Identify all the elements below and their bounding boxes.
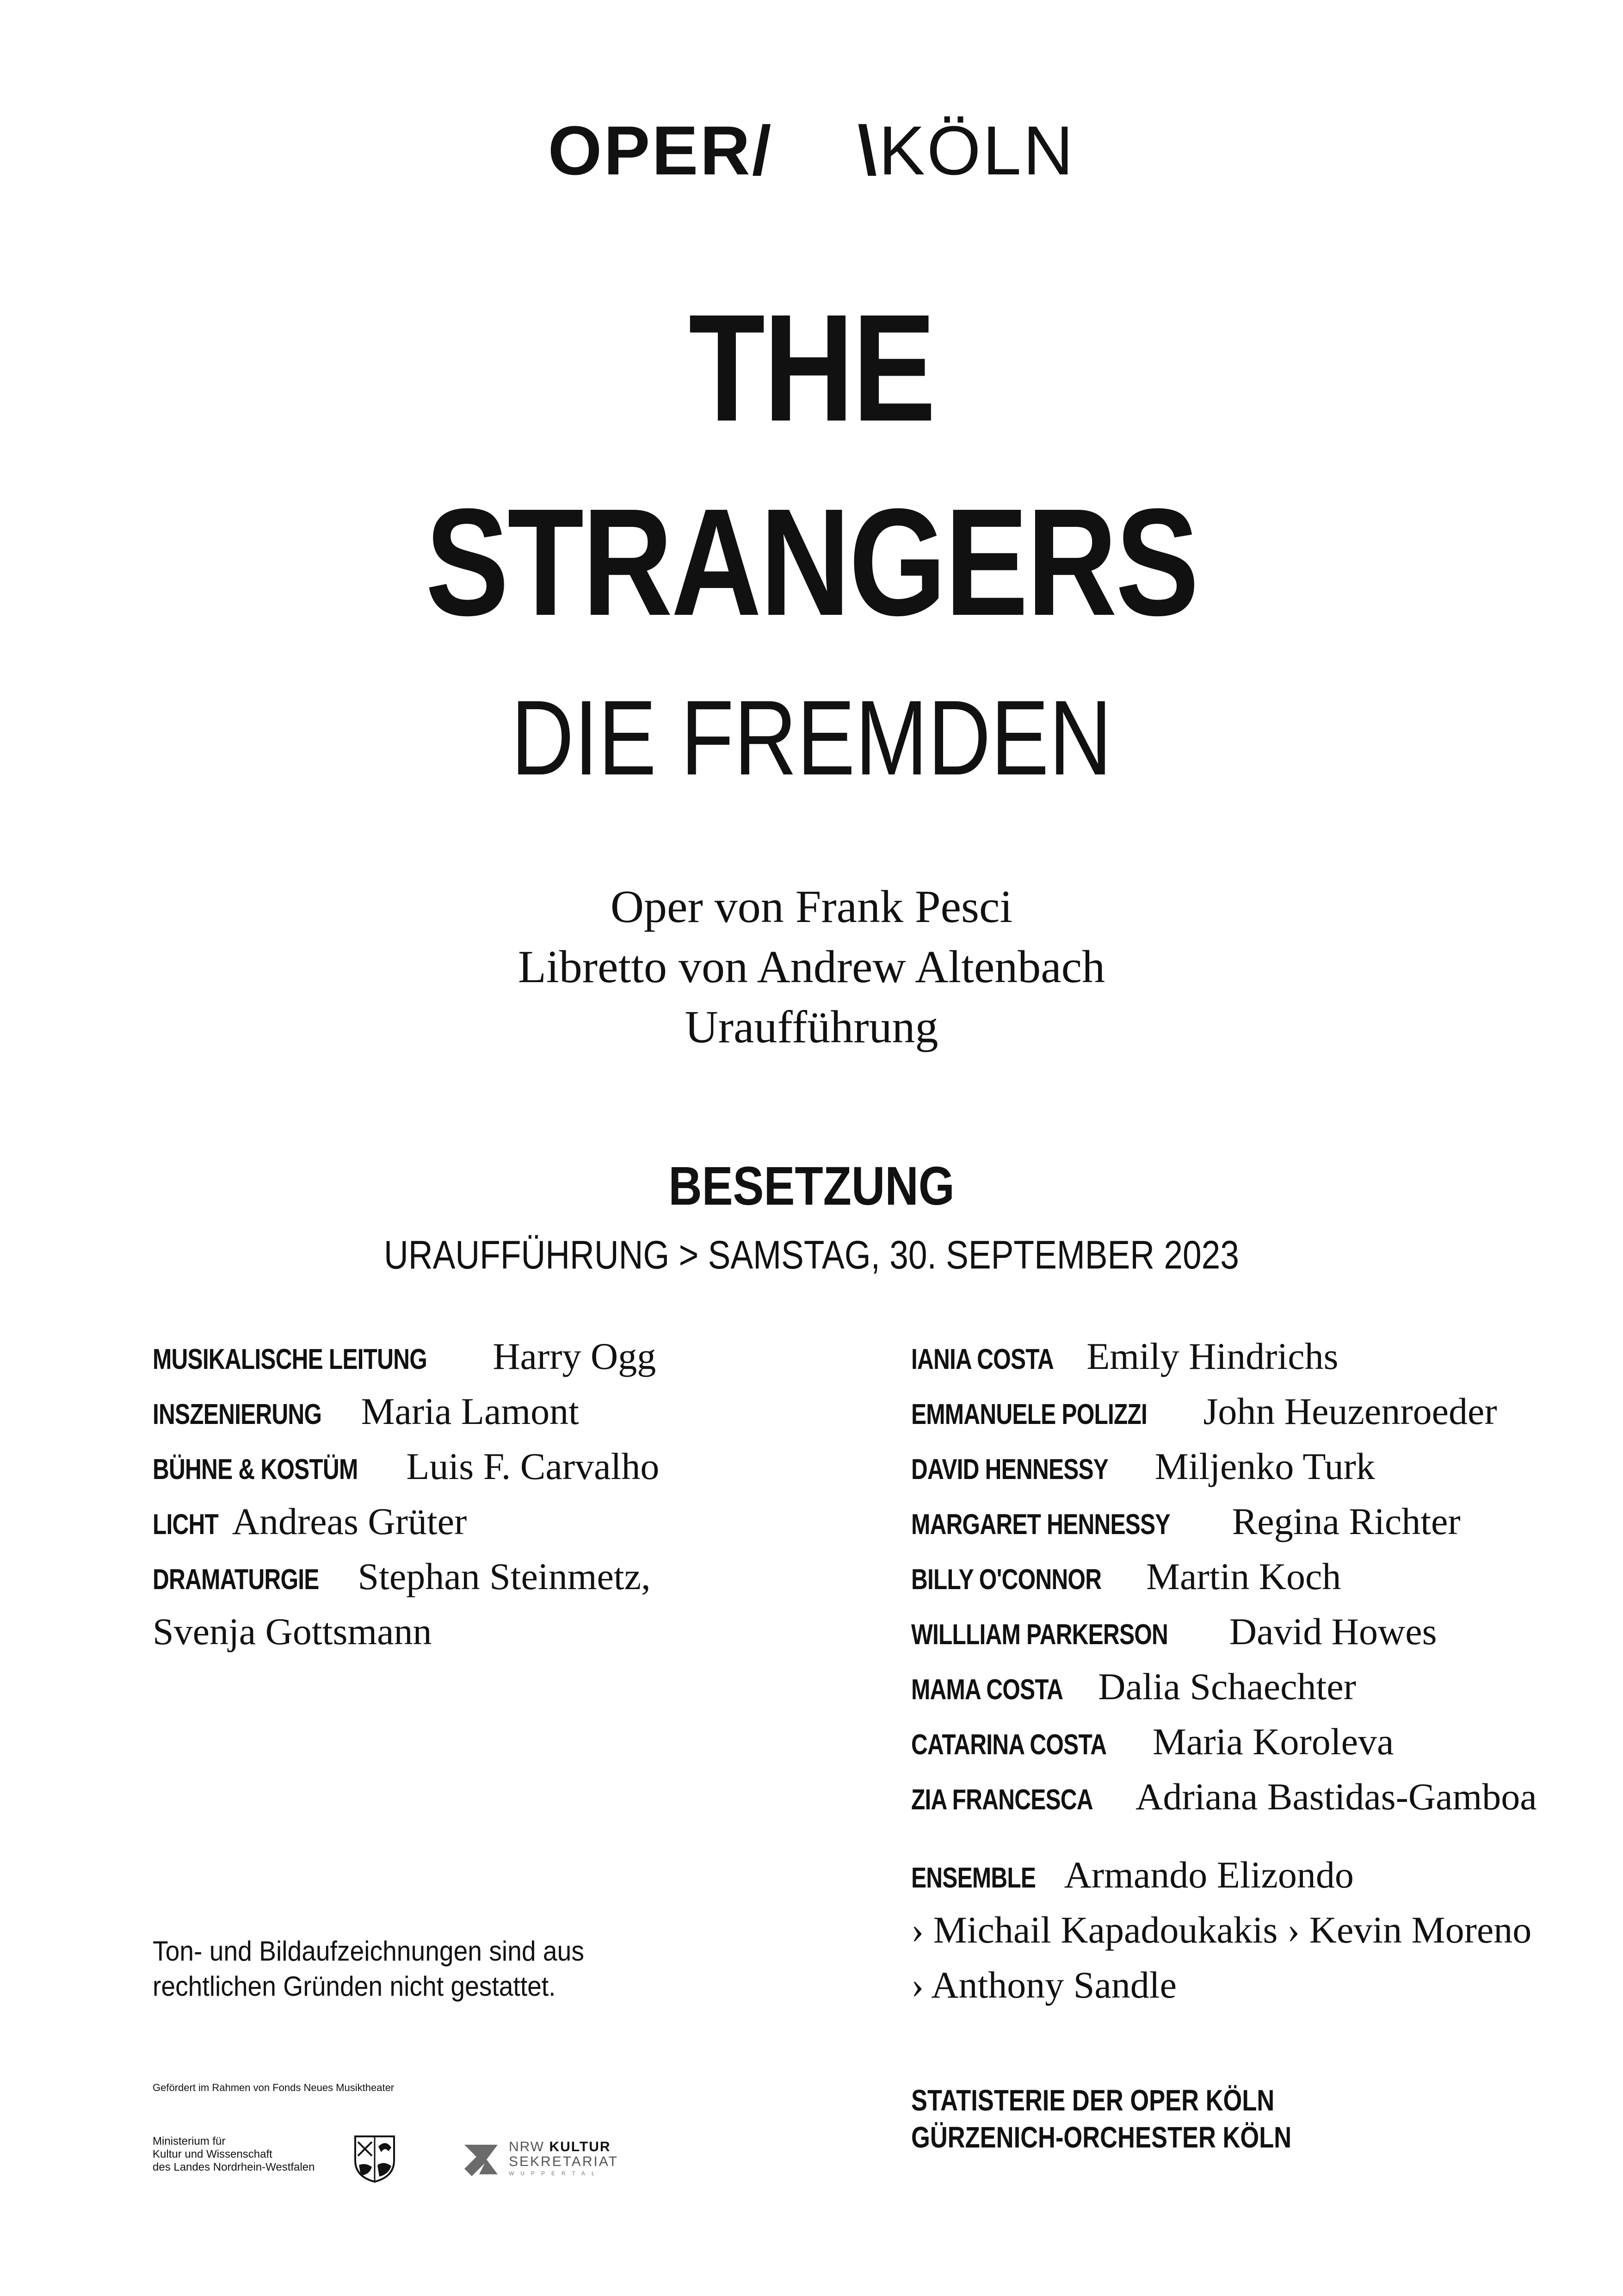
cast-name: Martin Koch <box>1146 1555 1341 1597</box>
team-role: INSZENIERUNG <box>153 1399 322 1430</box>
team-row <box>153 1500 846 1555</box>
team-row <box>153 1335 846 1390</box>
team-role: MUSIKALISCHE LEITUNG <box>153 1343 427 1375</box>
wuppertal-text: WUPPERTAL <box>509 2170 601 2177</box>
orchestra-line: GÜRZENICH-ORCHESTER KÖLN <box>911 2121 1292 2154</box>
opera-logo <box>0 111 1623 189</box>
team-name: Stephan Steinmetz, <box>358 1555 651 1597</box>
team-role: BÜHNE & KOSTÜM <box>153 1454 358 1485</box>
title-line-1: THE <box>688 282 935 453</box>
team-row <box>153 1555 846 1610</box>
composer-line: Oper von Frank Pesci <box>610 881 1013 932</box>
cast-name: Miljenko Turk <box>1154 1445 1375 1487</box>
extras-block <box>911 2082 1291 2156</box>
cast-row <box>911 1610 1582 1665</box>
nrw-text: NRW <box>509 2139 545 2154</box>
cast-role: CATARINA COSTA <box>911 1729 1107 1761</box>
cast-row <box>911 1720 1582 1775</box>
team-role: DRAMATURGIE <box>153 1564 319 1596</box>
ministry-logo-text <box>153 2135 315 2174</box>
cast-row <box>911 1665 1582 1720</box>
subtitle: DIE FREMDEN <box>511 678 1112 797</box>
cast-role: WILLLIAM PARKERSON <box>911 1619 1168 1651</box>
extras-line: STATISTERIE DER OPER KÖLN <box>911 2084 1275 2117</box>
team-row <box>153 1390 846 1445</box>
team-row <box>153 1610 846 1665</box>
team-name: Andreas Grüter <box>232 1500 467 1542</box>
cast-role: BILLY O'CONNOR <box>911 1564 1102 1596</box>
ensemble-role: ENSEMBLE <box>911 1862 1036 1894</box>
cast-name: Regina Richter <box>1232 1500 1461 1542</box>
cast-row <box>911 1445 1582 1500</box>
ensemble-row <box>911 1963 1582 2018</box>
cast-row <box>911 1555 1582 1610</box>
team-name: Maria Lamont <box>361 1390 579 1432</box>
team-name: Svenja Gottsmann <box>153 1610 432 1652</box>
team-row <box>153 1445 846 1500</box>
premiere-label: Uraufführung <box>685 1001 938 1052</box>
ensemble-row <box>911 1853 1582 1908</box>
nrw-kultur-arrow-icon <box>463 2141 500 2178</box>
team-name: Luis F. Carvalho <box>406 1445 660 1487</box>
kultur-text: KULTUR <box>549 2139 611 2154</box>
notice-line: Ton- und Bildaufzeichnungen sind aus <box>153 1936 584 1967</box>
cast-name: Dalia Schaechter <box>1098 1665 1357 1708</box>
funding-note: Gefördert im Rahmen von Fonds Neues Musiktheater <box>153 2082 395 2093</box>
logo-backslash: \ <box>858 111 879 189</box>
notice-line: rechtlichen Gründen nicht gestattet. <box>153 1971 556 2002</box>
cast-name: Emily Hindrichs <box>1086 1335 1339 1377</box>
cast-heading: BESETZUNG <box>668 1156 955 1217</box>
cast-row <box>911 1500 1582 1555</box>
cast-role: ZIA FRANCESCA <box>911 1784 1093 1816</box>
ensemble-name: › Anthony Sandle <box>911 1964 1177 2006</box>
cast-name: Maria Koroleva <box>1152 1720 1394 1763</box>
cast-role: EMMANUELE POLIZZI <box>911 1399 1147 1430</box>
cast-name: Adriana Bastidas-Gamboa <box>1135 1776 1537 1818</box>
title-line-2: STRANGERS <box>425 477 1198 647</box>
cast-row <box>911 1335 1582 1390</box>
cast-list <box>911 1335 1582 2018</box>
ministry-line: Kultur und Wissenschaft <box>153 2148 272 2160</box>
ministry-line: Ministerium für <box>153 2135 226 2147</box>
recording-notice <box>153 1934 584 2004</box>
nrw-crest-icon <box>352 2133 398 2184</box>
cast-role: IANIA COSTA <box>911 1343 1054 1375</box>
logo-oper: OPER <box>548 111 752 189</box>
creative-team-list <box>153 1335 846 1665</box>
cast-role: DAVID HENNESSY <box>911 1454 1109 1485</box>
ensemble-row <box>911 1908 1582 1963</box>
librettist-line: Libretto von Andrew Altenbach <box>518 941 1105 992</box>
ensemble-name: Armando Elizondo <box>1064 1854 1354 1896</box>
team-name: Harry Ogg <box>493 1335 656 1377</box>
team-role: LICHT <box>153 1509 219 1541</box>
ensemble-name: › Michail Kapadoukakis › Kevin Moreno <box>911 1909 1532 1951</box>
cast-role: MARGARET HENNESSY <box>911 1509 1170 1541</box>
cast-row <box>911 1390 1582 1445</box>
sekretariat-text: SEKRETARIAT <box>509 2154 618 2169</box>
cast-name: John Heuzenroeder <box>1203 1390 1497 1432</box>
nrw-kultur-logo <box>463 2137 648 2184</box>
production-info <box>0 877 1623 1057</box>
cast-row <box>911 1775 1582 1830</box>
premiere-date: URAUFFÜHRUNG > SAMSTAG, 30. SEPTEMBER 2023 <box>384 1233 1239 1277</box>
cast-role: MAMA COSTA <box>911 1674 1063 1706</box>
logo-slash: / <box>752 111 773 189</box>
ministry-line: des Landes Nordrhein-Westfalen <box>153 2161 315 2173</box>
logo-koeln: KÖLN <box>878 111 1075 189</box>
cast-name: David Howes <box>1229 1610 1437 1652</box>
